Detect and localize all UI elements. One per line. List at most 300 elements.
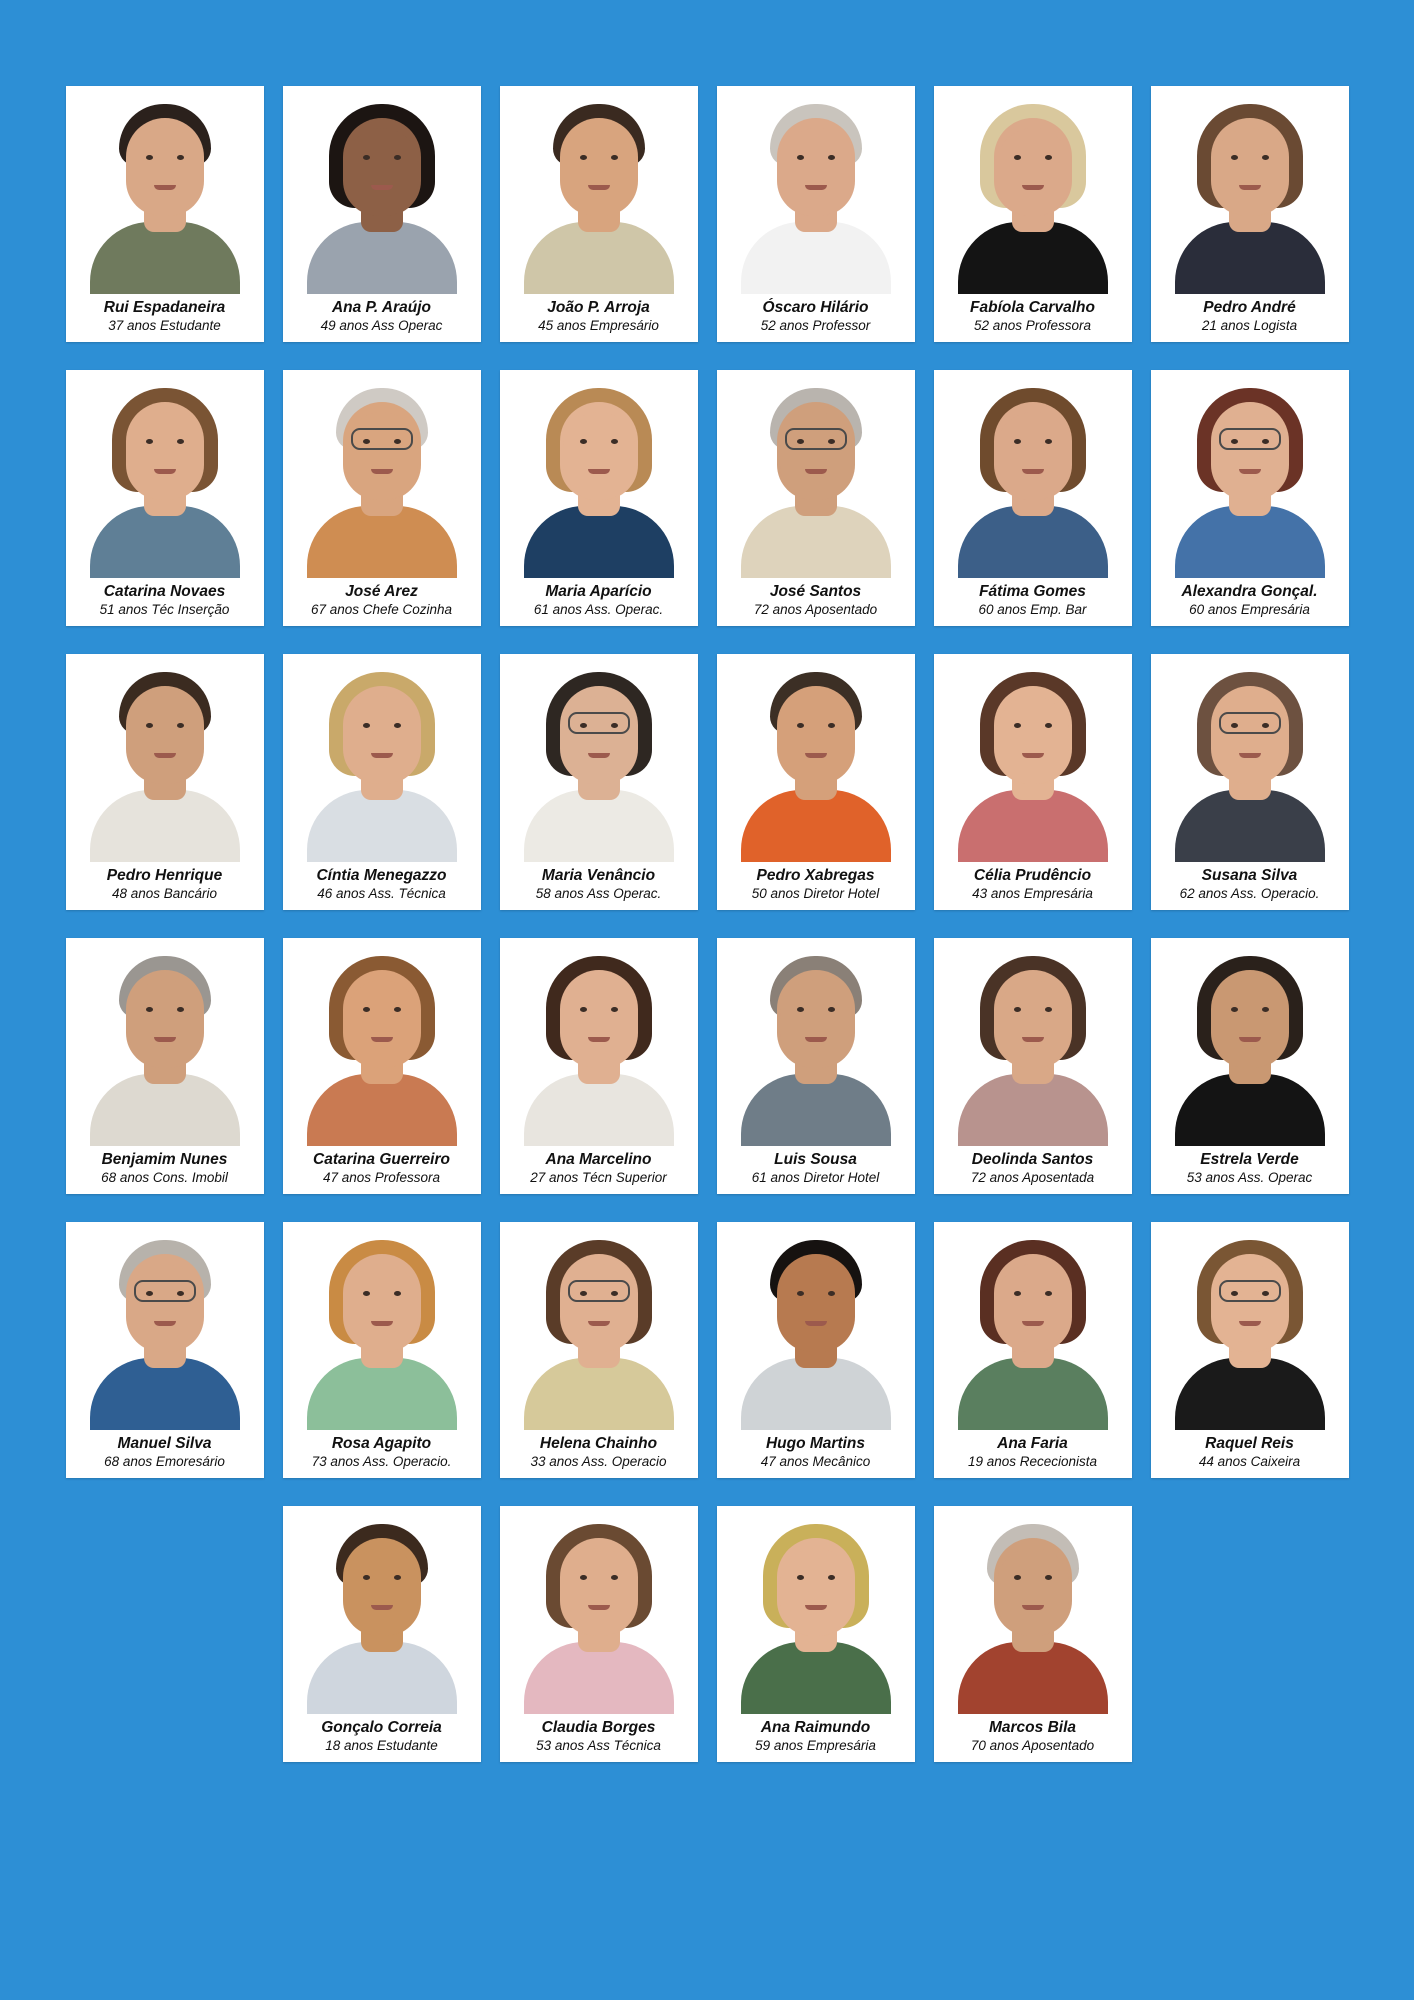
portrait-row: [56, 654, 1358, 910]
grid-cell: [490, 370, 707, 626]
person-meta: 62 anos Ass. Operacio.: [1179, 886, 1320, 901]
person-photo: [934, 1506, 1132, 1714]
portrait-face: [129, 980, 201, 1068]
person-caption: [283, 862, 481, 910]
portrait-face: [780, 1264, 852, 1352]
person-caption: [934, 1146, 1132, 1194]
grid-cell: [924, 938, 1141, 1194]
person-caption: [717, 578, 915, 626]
portrait-eye-l: [1231, 155, 1238, 160]
person-photo: [283, 938, 481, 1146]
portrait-eye-r: [611, 155, 618, 160]
person-card[interactable]: [66, 654, 264, 910]
portrait-mouth: [371, 753, 393, 758]
portrait-eye-r: [394, 1575, 401, 1580]
person-card[interactable]: [283, 938, 481, 1194]
person-photo: [717, 86, 915, 294]
portrait-mouth: [805, 1321, 827, 1326]
person-caption: [934, 1714, 1132, 1762]
person-card[interactable]: [934, 1222, 1132, 1478]
portrait-eye-l: [1231, 1007, 1238, 1012]
person-card[interactable]: [283, 1222, 481, 1478]
person-photo: [717, 938, 915, 1146]
portrait-eye-r: [394, 723, 401, 728]
portrait-illustration: [1151, 938, 1349, 1146]
glasses-icon: [134, 1280, 196, 1302]
portrait-eye-r: [177, 439, 184, 444]
person-photo: [66, 654, 264, 862]
person-meta: 27 anos Técn Superior: [530, 1170, 667, 1185]
portrait-eye-l: [797, 723, 804, 728]
person-name: Célia Prudêncio: [973, 867, 1092, 884]
person-meta: 68 anos Cons. Imobil: [101, 1170, 228, 1185]
portrait-illustration: [66, 86, 264, 294]
portrait-eye-r: [1045, 1007, 1052, 1012]
portrait-eye-r: [394, 1291, 401, 1296]
portrait-eye-l: [580, 439, 587, 444]
portrait-illustration: [66, 654, 264, 862]
portrait-face: [563, 696, 635, 784]
person-meta: 47 anos Professora: [322, 1170, 441, 1185]
portrait-illustration: [934, 938, 1132, 1146]
person-meta: 58 anos Ass Operac.: [535, 886, 662, 901]
grid-cell: [56, 370, 273, 626]
person-name: Catarina Novaes: [103, 583, 226, 600]
portrait-face: [129, 696, 201, 784]
person-card[interactable]: [283, 370, 481, 626]
portrait-illustration: [283, 1222, 481, 1430]
person-photo: [500, 1506, 698, 1714]
glasses-icon: [568, 1280, 630, 1302]
portrait-illustration: [717, 938, 915, 1146]
person-meta: 49 anos Ass Operac: [320, 318, 443, 333]
person-card[interactable]: [717, 654, 915, 910]
portrait-mouth: [154, 185, 176, 190]
glasses-icon: [351, 428, 413, 450]
person-caption: [283, 1146, 481, 1194]
portrait-eye-r: [1045, 723, 1052, 728]
person-card[interactable]: [66, 370, 264, 626]
portrait-eye-l: [1014, 1291, 1021, 1296]
portrait-eye-r: [177, 1007, 184, 1012]
portrait-eye-r: [1262, 155, 1269, 160]
portrait-eye-l: [363, 1291, 370, 1296]
person-name: Óscaro Hilário: [762, 299, 869, 316]
grid-cell: [273, 654, 490, 910]
person-photo: [283, 86, 481, 294]
portrait-eye-l: [1014, 1007, 1021, 1012]
person-card[interactable]: [1151, 370, 1349, 626]
grid-cell: [707, 1506, 924, 1762]
person-meta: 37 anos Estudante: [108, 318, 221, 333]
person-name: Ana Raimundo: [760, 1719, 871, 1736]
person-name: Ana P. Araújo: [331, 299, 432, 316]
portrait-illustration: [717, 654, 915, 862]
person-caption: [283, 1430, 481, 1478]
portrait-eye-r: [828, 1007, 835, 1012]
portrait-illustration: [66, 938, 264, 1146]
portrait-mouth: [805, 469, 827, 474]
person-photo: [934, 654, 1132, 862]
portrait-eye-l: [1014, 155, 1021, 160]
person-caption: [934, 294, 1132, 342]
portrait-face: [563, 128, 635, 216]
glasses-icon: [1219, 712, 1281, 734]
person-name: Claudia Borges: [541, 1719, 656, 1736]
portrait-eye-r: [1045, 1575, 1052, 1580]
portrait-eye-l: [797, 1291, 804, 1296]
person-card[interactable]: [283, 654, 481, 910]
person-meta: 59 anos Empresária: [755, 1738, 876, 1753]
person-meta: 18 anos Estudante: [325, 1738, 438, 1753]
person-card[interactable]: [934, 654, 1132, 910]
portrait-eye-l: [580, 1575, 587, 1580]
person-photo: [66, 370, 264, 578]
person-meta: 61 anos Ass. Operac.: [533, 602, 664, 617]
portrait-mouth: [805, 753, 827, 758]
portrait-eye-l: [363, 723, 370, 728]
grid-cell: [56, 1222, 273, 1478]
portrait-eye-r: [177, 723, 184, 728]
portrait-mouth: [1239, 185, 1261, 190]
portrait-eye-l: [580, 1007, 587, 1012]
portrait-face: [1214, 1264, 1286, 1352]
person-card[interactable]: [283, 1506, 481, 1762]
portrait-mouth: [154, 753, 176, 758]
portrait-illustration: [934, 370, 1132, 578]
portrait-row: [56, 938, 1358, 1194]
portrait-illustration: [934, 1506, 1132, 1714]
person-caption: [500, 1430, 698, 1478]
person-card[interactable]: [1151, 86, 1349, 342]
portrait-eye-r: [611, 439, 618, 444]
portrait-eye-l: [363, 1575, 370, 1580]
person-card[interactable]: [934, 370, 1132, 626]
portrait-illustration: [66, 1222, 264, 1430]
person-card[interactable]: [66, 1222, 264, 1478]
grid-cell: [490, 938, 707, 1194]
person-card[interactable]: [717, 938, 915, 1194]
portrait-mouth: [371, 1037, 393, 1042]
portrait-face: [563, 980, 635, 1068]
person-meta: 43 anos Empresária: [972, 886, 1093, 901]
portrait-mouth: [588, 1321, 610, 1326]
portrait-mouth: [588, 185, 610, 190]
person-name: José Arez: [345, 583, 418, 600]
person-card[interactable]: [717, 370, 915, 626]
person-name: Manuel Silva: [117, 1435, 212, 1452]
person-name: Maria Venâncio: [541, 867, 656, 884]
portrait-face: [563, 412, 635, 500]
person-card[interactable]: [500, 370, 698, 626]
grid-cell: [273, 1506, 490, 1762]
portrait-face: [1214, 128, 1286, 216]
portrait-face: [346, 128, 418, 216]
person-card[interactable]: [717, 1222, 915, 1478]
grid-cell: [490, 654, 707, 910]
portrait-eye-l: [146, 155, 153, 160]
person-photo: [934, 370, 1132, 578]
portrait-eye-l: [1014, 723, 1021, 728]
glasses-icon: [1219, 428, 1281, 450]
portrait-face: [780, 128, 852, 216]
portrait-face: [129, 412, 201, 500]
portrait-eye-r: [394, 155, 401, 160]
person-caption: [934, 578, 1132, 626]
person-meta: 45 anos Empresário: [538, 318, 659, 333]
portrait-mouth: [1022, 1037, 1044, 1042]
grid-cell: [273, 86, 490, 342]
grid-cell: [273, 938, 490, 1194]
person-caption: [717, 1714, 915, 1762]
person-meta: 60 anos Emp. Bar: [978, 602, 1087, 617]
person-card[interactable]: [500, 1506, 698, 1762]
person-card[interactable]: [500, 1222, 698, 1478]
person-caption: [66, 1146, 264, 1194]
person-photo: [717, 1506, 915, 1714]
portrait-eye-l: [363, 155, 370, 160]
grid-cell: [1141, 1222, 1358, 1478]
person-card[interactable]: [500, 654, 698, 910]
portrait-illustration: [934, 1222, 1132, 1430]
person-card[interactable]: [66, 86, 264, 342]
portrait-eye-r: [828, 1575, 835, 1580]
portrait-eye-r: [611, 1575, 618, 1580]
person-card[interactable]: [1151, 938, 1349, 1194]
person-name: Fátima Gomes: [979, 583, 1086, 600]
person-name: Pedro André: [1203, 299, 1296, 316]
person-photo: [500, 654, 698, 862]
grid-cell: [273, 370, 490, 626]
portrait-eye-r: [828, 723, 835, 728]
grid-cell: [924, 370, 1141, 626]
person-meta: 72 anos Aposentado: [753, 602, 878, 617]
person-photo: [283, 1222, 481, 1430]
person-photo: [283, 1506, 481, 1714]
person-name: Raquel Reis: [1205, 1435, 1294, 1452]
portrait-illustration: [1151, 654, 1349, 862]
person-caption: [717, 1430, 915, 1478]
person-meta: 51 anos Téc Inserção: [99, 602, 230, 617]
portrait-mouth: [588, 469, 610, 474]
person-name: João P. Arroja: [547, 299, 650, 316]
person-caption: [1151, 1430, 1349, 1478]
grid-cell: [1141, 370, 1358, 626]
grid-cell: [56, 938, 273, 1194]
person-meta: 19 anos Rececionista: [967, 1454, 1098, 1469]
person-photo: [500, 370, 698, 578]
portrait-illustration: [717, 86, 915, 294]
person-card[interactable]: [934, 938, 1132, 1194]
person-caption: [1151, 862, 1349, 910]
person-name: Gonçalo Correia: [321, 1719, 442, 1736]
person-card[interactable]: [500, 938, 698, 1194]
grid-cell: [56, 654, 273, 910]
person-photo: [1151, 654, 1349, 862]
person-caption: [1151, 1146, 1349, 1194]
portrait-illustration: [934, 654, 1132, 862]
grid-cell: [490, 86, 707, 342]
person-card[interactable]: [1151, 1222, 1349, 1478]
portrait-face: [780, 696, 852, 784]
person-meta: 52 anos Professora: [973, 318, 1092, 333]
portrait-mouth: [371, 469, 393, 474]
portrait-face: [346, 696, 418, 784]
grid-cell: [707, 370, 924, 626]
grid-cell: [490, 1222, 707, 1478]
person-photo: [283, 654, 481, 862]
person-name: Rui Espadaneira: [103, 299, 226, 316]
grid-cell: [56, 86, 273, 342]
person-photo: [1151, 370, 1349, 578]
portrait-eye-r: [394, 1007, 401, 1012]
person-meta: 44 anos Caixeira: [1198, 1454, 1301, 1469]
portrait-eye-r: [1045, 1291, 1052, 1296]
grid-cell: [707, 1222, 924, 1478]
portrait-mouth: [1022, 185, 1044, 190]
grid-cell: [707, 654, 924, 910]
person-photo: [717, 370, 915, 578]
portrait-illustration: [283, 654, 481, 862]
portrait-illustration: [717, 370, 915, 578]
person-photo: [717, 654, 915, 862]
portrait-mouth: [805, 185, 827, 190]
person-name: José Santos: [769, 583, 862, 600]
person-photo: [66, 938, 264, 1146]
portrait-mouth: [805, 1605, 827, 1610]
portrait-face: [1214, 980, 1286, 1068]
person-card[interactable]: [66, 938, 264, 1194]
person-card[interactable]: [717, 1506, 915, 1762]
person-card[interactable]: [283, 86, 481, 342]
portrait-eye-r: [828, 155, 835, 160]
person-name: Alexandra Gonçal.: [1181, 583, 1318, 600]
portrait-face: [563, 1548, 635, 1636]
person-caption: [283, 294, 481, 342]
person-photo: [500, 1222, 698, 1430]
portrait-eye-l: [797, 155, 804, 160]
portrait-illustration: [500, 86, 698, 294]
person-meta: 21 anos Logista: [1201, 318, 1298, 333]
grid-cell: [490, 1506, 707, 1762]
grid-cell: [924, 654, 1141, 910]
person-name: Estrela Verde: [1200, 1151, 1299, 1168]
portrait-face: [346, 1264, 418, 1352]
portrait-eye-l: [363, 1007, 370, 1012]
portrait-eye-r: [1045, 155, 1052, 160]
person-name: Pedro Xabregas: [756, 867, 875, 884]
person-name: Fabíola Carvalho: [970, 299, 1095, 316]
portrait-illustration: [283, 370, 481, 578]
portrait-face: [346, 1548, 418, 1636]
portrait-mouth: [805, 1037, 827, 1042]
portrait-eye-r: [177, 155, 184, 160]
person-meta: 47 anos Mecânico: [760, 1454, 871, 1469]
portrait-face: [780, 412, 852, 500]
person-meta: 68 anos Emoresário: [104, 1454, 225, 1469]
person-name: Pedro Henrique: [106, 867, 223, 884]
person-meta: 48 anos Bancário: [111, 886, 218, 901]
person-card[interactable]: [934, 1506, 1132, 1762]
person-name: Hugo Martins: [765, 1435, 866, 1452]
portrait-mouth: [1022, 753, 1044, 758]
person-card[interactable]: [1151, 654, 1349, 910]
person-caption: [283, 578, 481, 626]
person-caption: [717, 862, 915, 910]
portrait-mouth: [588, 1605, 610, 1610]
portrait-row: [56, 1222, 1358, 1478]
person-card[interactable]: [500, 86, 698, 342]
portrait-face: [997, 696, 1069, 784]
portrait-mouth: [371, 185, 393, 190]
glasses-icon: [785, 428, 847, 450]
glasses-icon: [568, 712, 630, 734]
grid-cell: [707, 86, 924, 342]
person-caption: [66, 1430, 264, 1478]
portrait-eye-r: [828, 1291, 835, 1296]
person-card[interactable]: [934, 86, 1132, 342]
person-meta: 52 anos Professor: [760, 318, 871, 333]
person-name: Ana Faria: [997, 1435, 1068, 1452]
portrait-mouth: [588, 753, 610, 758]
portrait-illustration: [717, 1506, 915, 1714]
portrait-mouth: [1022, 469, 1044, 474]
person-caption: [66, 294, 264, 342]
portrait-face: [997, 128, 1069, 216]
portrait-eye-l: [146, 439, 153, 444]
portrait-illustration: [934, 86, 1132, 294]
portrait-illustration: [500, 1222, 698, 1430]
person-photo: [66, 86, 264, 294]
portrait-illustration: [500, 938, 698, 1146]
person-caption: [934, 862, 1132, 910]
portrait-face: [1214, 696, 1286, 784]
grid-cell: [924, 86, 1141, 342]
person-caption: [500, 294, 698, 342]
person-name: Helena Chainho: [539, 1435, 658, 1452]
portrait-mouth: [588, 1037, 610, 1042]
portrait-eye-l: [797, 1575, 804, 1580]
grid-cell: [924, 1506, 1141, 1762]
portrait-row: [56, 1506, 1358, 1762]
portrait-mouth: [371, 1321, 393, 1326]
grid-cell: [707, 938, 924, 1194]
portrait-face: [997, 1264, 1069, 1352]
person-card[interactable]: [717, 86, 915, 342]
portrait-face: [129, 128, 201, 216]
grid-cell: [1141, 654, 1358, 910]
person-name: Rosa Agapito: [331, 1435, 432, 1452]
person-name: Benjamim Nunes: [101, 1151, 228, 1168]
person-caption: [66, 578, 264, 626]
portrait-row: [56, 370, 1358, 626]
person-photo: [934, 86, 1132, 294]
person-caption: [934, 1430, 1132, 1478]
person-meta: 46 anos Ass. Técnica: [317, 886, 446, 901]
person-meta: 53 anos Ass. Operac: [1186, 1170, 1313, 1185]
portrait-face: [1214, 412, 1286, 500]
portrait-face: [346, 980, 418, 1068]
person-caption: [717, 294, 915, 342]
person-caption: [66, 862, 264, 910]
person-caption: [500, 578, 698, 626]
person-caption: [500, 862, 698, 910]
portrait-mouth: [1239, 753, 1261, 758]
portrait-eye-r: [1262, 1007, 1269, 1012]
person-name: Catarina Guerreiro: [313, 1151, 450, 1168]
portrait-eye-l: [797, 1007, 804, 1012]
person-meta: 53 anos Ass Técnica: [536, 1738, 661, 1753]
